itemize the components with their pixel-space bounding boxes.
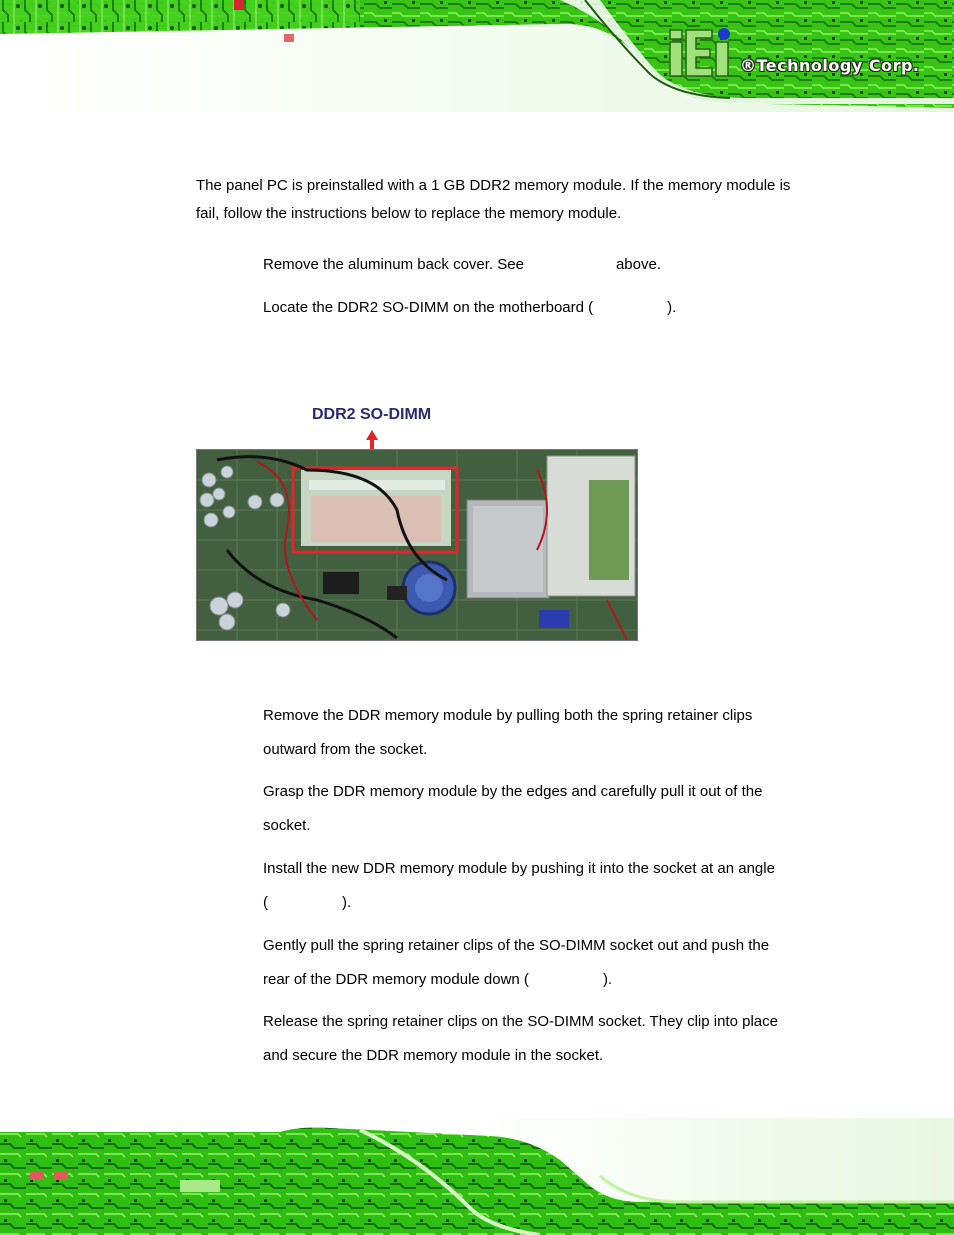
step-4-line-1: Grasp the DDR memory module by the edges and carefully pull it out of the bbox=[263, 783, 763, 800]
step-5-line-1: Install the new DDR memory module by pushing it into the socket at an angle bbox=[263, 860, 775, 877]
step-6-line-2-end: ). bbox=[602, 970, 613, 988]
step-5 bbox=[263, 852, 823, 919]
step-5-line-2: ( bbox=[263, 893, 268, 911]
step-1 bbox=[263, 248, 823, 282]
company-name: ®Technology Corp. bbox=[740, 56, 920, 75]
intro-line-1: The panel PC is preinstalled with a 1 GB DDR2 memory module. If the memory module is bbox=[196, 177, 791, 194]
step-2-text: Locate the DDR2 SO-DIMM on the motherboard ( bbox=[263, 299, 594, 316]
intro-paragraph bbox=[196, 172, 826, 228]
footer-circuit-banner bbox=[0, 1118, 954, 1235]
step-3 bbox=[263, 699, 823, 766]
step-5-line-2-end: ). bbox=[342, 893, 352, 911]
step-2-text-end: ). bbox=[667, 299, 677, 316]
step-6 bbox=[263, 929, 823, 996]
figure-callout-label: DDR2 SO-DIMM bbox=[312, 406, 432, 423]
step-4 bbox=[263, 775, 823, 842]
step-1-text-end: above. bbox=[615, 256, 662, 273]
step-3-line-1: Remove the DDR memory module by pulling both the spring retainer clips bbox=[263, 707, 753, 724]
step-2 bbox=[263, 291, 823, 325]
motherboard-photo bbox=[196, 449, 638, 641]
step-3-line-2: outward from the socket. bbox=[263, 740, 428, 758]
step-7-line-2: and secure the DDR memory module in the socket. bbox=[263, 1046, 604, 1064]
intro-line-2: fail, follow the instructions below to replace the memory module. bbox=[196, 205, 622, 222]
step-7 bbox=[263, 1005, 823, 1072]
step-6-line-2: rear of the DDR memory module down ( bbox=[263, 970, 529, 988]
step-6-line-1: Gently pull the spring retainer clips of the SO-DIMM socket out and push the bbox=[263, 937, 770, 954]
step-4-line-2: socket. bbox=[263, 816, 311, 834]
step-7-line-1: Release the spring retainer clips on the SO-DIMM socket. They clip into place bbox=[263, 1013, 778, 1030]
step-1-text: Remove the aluminum back cover. See bbox=[263, 256, 524, 273]
